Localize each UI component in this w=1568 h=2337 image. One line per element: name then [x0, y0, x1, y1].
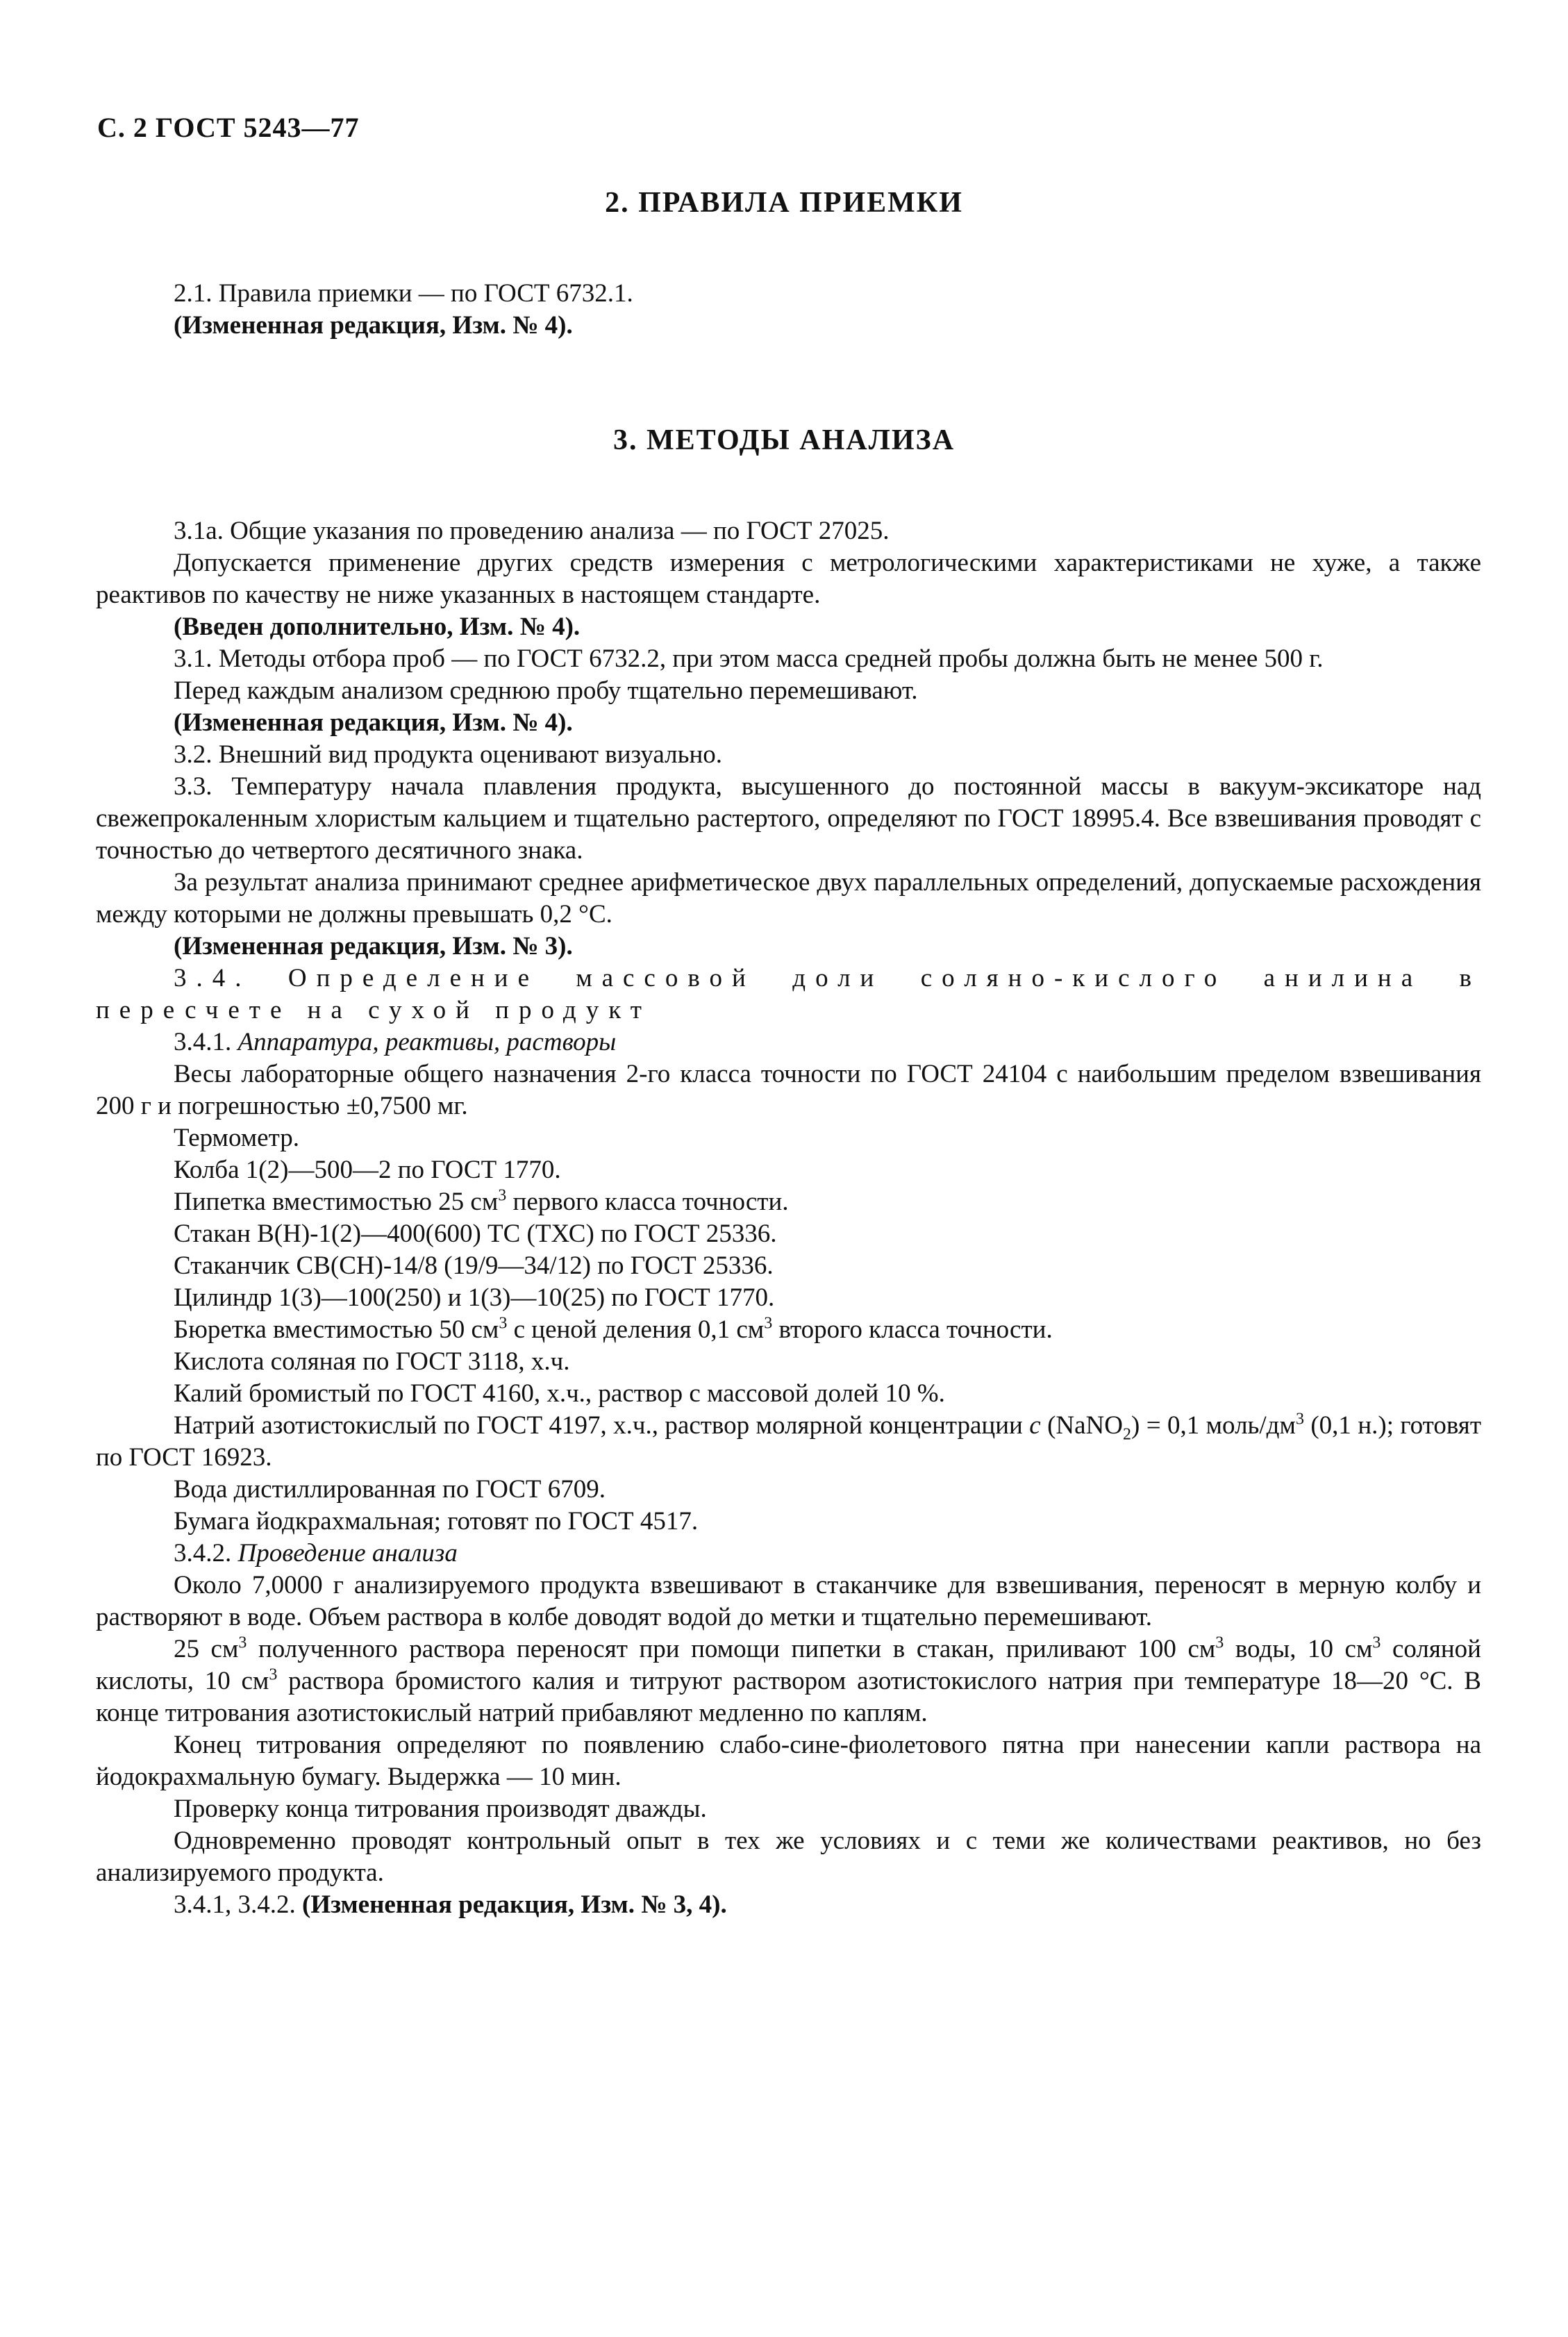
clause-3-4-2 — [96, 1538, 1481, 1570]
superscript: 3 — [499, 1314, 508, 1333]
reagent-item — [96, 1410, 1481, 1474]
clause-3-4-title: 3.4. Определение массовой доли соляно-кислого анилина в — [174, 964, 1481, 992]
equipment-item: Цилиндр 1(3)—100(250) и 1(3)—10(25) по ГОСТ 1770. — [174, 1283, 775, 1312]
superscript: 3 — [1372, 1633, 1381, 1652]
text-run: соляной кислоты, 10 см — [96, 1635, 1481, 1695]
clause-number: 3.4.1. — [174, 1028, 238, 1056]
running-header: С. 2 ГОСТ 5243—77 — [97, 112, 360, 143]
clause-number: 3.4.2. — [174, 1539, 238, 1567]
clause-2-1: 2.1. Правила приемки — по ГОСТ 6732.1. — [174, 279, 633, 308]
superscript: 3 — [1215, 1633, 1224, 1652]
text-run: с — [1029, 1411, 1041, 1440]
equipment-item — [96, 1314, 1481, 1346]
reagent-item: Калий бромистый по ГОСТ 4160, х.ч., раствор с массовой долей 10 %. — [174, 1379, 945, 1408]
superscript: 3 — [1295, 1410, 1304, 1429]
text-run: полученного раствора переносят при помощи пипетки в стакан, приливают 100 см — [247, 1635, 1216, 1663]
clause-3-2: 3.2. Внешний вид продукта оценивают визуально. — [174, 740, 723, 769]
clause-3-3-text: За результат анализа принимают среднее арифметическое двух параллельных определений, допускаемые расхождения между которыми не должны превышать 0,2 °С. — [96, 868, 1481, 929]
final-amendment — [96, 1889, 1481, 1921]
subsection-title: Аппаратура, реактивы, растворы — [237, 1028, 617, 1056]
clause-3-4-title-cont: пересчете на сухой продукт — [96, 996, 651, 1024]
procedure-paragraph: Одновременно проводят контрольный опыт в тех же условиях и с теми же количествами реактивов, но без анализируемого продукта. — [96, 1827, 1481, 1887]
equipment-item: Стаканчик СВ(СН)-14/8 (19/9—34/12) по ГОСТ 25336. — [174, 1251, 774, 1280]
clause-3-1: 3.1. Методы отбора проб — по ГОСТ 6732.2, при этом масса средней пробы должна быть не менее 500 г. — [174, 644, 1324, 673]
clause-3-1-text: Перед каждым анализом среднюю пробу тщательно перемешивают. — [174, 676, 918, 705]
section-2-heading: 2. ПРАВИЛА ПРИЕМКИ — [605, 187, 963, 219]
superscript: 3 — [238, 1633, 247, 1652]
superscript: 3 — [764, 1314, 773, 1333]
section-3-body — [96, 515, 1481, 1921]
subscript: 2 — [1122, 1425, 1131, 1444]
reagent-item: Вода дистиллированная по ГОСТ 6709. — [174, 1475, 606, 1504]
amendment-note: (Введен дополнительно, Изм. № 4). — [174, 613, 581, 641]
text-run: раствора бромистого калия и титруют раствором азотистокислого натрия при температуре 18—20 °С. В конце титрования азотистокислый натрий прибавляют медленно по каплям. — [96, 1667, 1481, 1727]
clause-refs: 3.4.1, 3.4.2. — [174, 1890, 302, 1919]
text-run: Пипетка вместимостью 25 см — [174, 1188, 499, 1216]
procedure-paragraph: Проверку конца титрования производят дважды. — [174, 1795, 707, 1823]
subsection-title: Проведение анализа — [237, 1539, 458, 1567]
text-run: воды, 10 см — [1224, 1635, 1373, 1663]
text-run: первого класса точности. — [506, 1188, 789, 1216]
text-run: (0,1 н.); готовят по ГОСТ 16923. — [96, 1411, 1481, 1472]
equipment-item — [96, 1186, 1481, 1218]
section-2-body — [96, 278, 1481, 342]
clause-3-3: 3.3. Температуру начала плавления продукта, высушенного до постоянной массы в вакуум-эксикаторе над свежепрокаленным хлористым кальцием и тщательно растертого, определяют по ГОСТ 18995.4. Все взвешивания проводят с точностью до четвертого десятичного знака. — [96, 772, 1481, 865]
text-run: Бюретка вместимостью 50 см — [174, 1315, 499, 1344]
amendment-note: (Измененная редакция, Изм. № 3). — [174, 932, 573, 960]
amendment-note: (Измененная редакция, Изм. № 3, 4). — [302, 1890, 727, 1919]
equipment-item: Стакан В(Н)-1(2)—400(600) ТС (ТХС) по ГОСТ 25336. — [174, 1220, 777, 1248]
equipment-item: Колба 1(2)—500—2 по ГОСТ 1770. — [174, 1156, 561, 1184]
clause-3-1a: 3.1а. Общие указания по проведению анализа — по ГОСТ 27025. — [174, 517, 890, 545]
amendment-note: (Измененная редакция, Изм. № 4). — [174, 708, 573, 737]
text-run: (NaNO — [1040, 1411, 1123, 1440]
text-run: Натрий азотистокислый по ГОСТ 4197, х.ч., раствор молярной концентрации — [174, 1411, 1030, 1440]
amendment-note: (Измененная редакция, Изм. № 4). — [174, 311, 573, 340]
reagent-item: Кислота соляная по ГОСТ 3118, х.ч. — [174, 1347, 570, 1376]
section-3-heading: 3. МЕТОДЫ АНАЛИЗА — [612, 424, 956, 456]
reagent-item: Бумага йодкрахмальная; готовят по ГОСТ 4517. — [174, 1507, 699, 1536]
equipment-item: Термометр. — [174, 1124, 299, 1152]
text-run: с ценой деления 0,1 см — [507, 1315, 765, 1344]
clause-3-1a-text: Допускается применение других средств измерения с метрологическими характеристиками не хуже, а также реактивов по качеству не ниже указанных в настоящем стандарте. — [96, 549, 1481, 609]
superscript: 3 — [498, 1186, 507, 1205]
procedure-paragraph: Конец титрования определяют по появлению слабо-сине-фиолетового пятна при нанесении капли раствора на йодокрахмальную бумагу. Выдержка — 10 мин. — [96, 1731, 1481, 1791]
text-run: ) = 0,1 моль/дм — [1131, 1411, 1296, 1440]
text-run: 25 см — [174, 1635, 239, 1663]
equipment-item: Весы лабораторные общего назначения 2-го класса точности по ГОСТ 24104 с наибольшим пределом взвешивания 200 г и погрешностью ±0,7500 мг. — [96, 1060, 1481, 1120]
procedure-paragraph — [96, 1633, 1481, 1729]
text-run: второго класса точности. — [772, 1315, 1053, 1344]
clause-3-4-1 — [96, 1026, 1481, 1058]
superscript: 3 — [269, 1665, 278, 1684]
procedure-paragraph: Около 7,0000 г анализируемого продукта взвешивают в стаканчике для взвешивания, переносят в мерную колбу и растворяют в воде. Объем раствора в колбе доводят водой до метки и тщательно перемешивают. — [96, 1571, 1481, 1631]
